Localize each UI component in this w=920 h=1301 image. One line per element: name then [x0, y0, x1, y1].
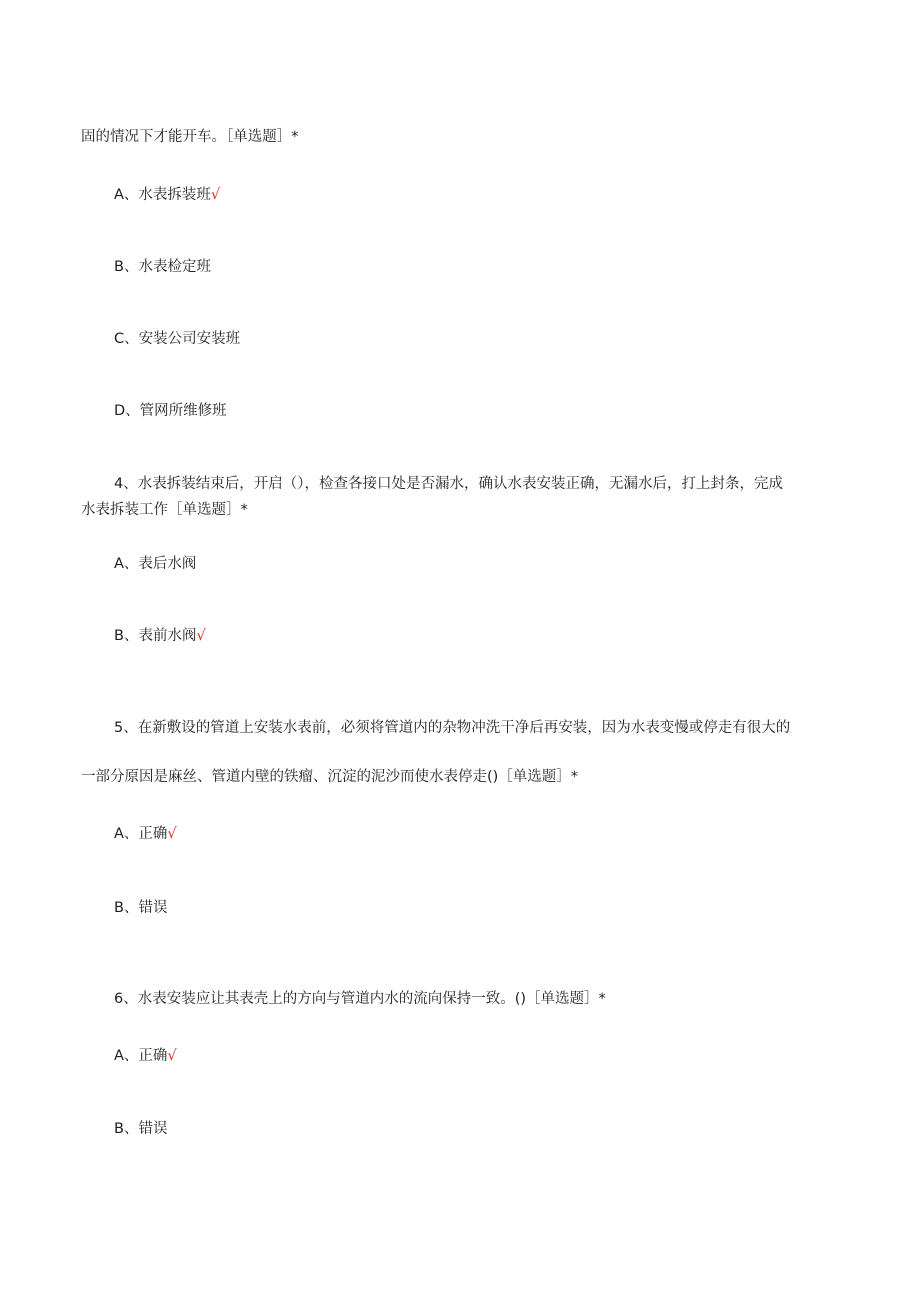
question-4-stem-line2: 水表拆装工作［单选题］*	[81, 502, 248, 518]
correct-check-icon: √	[167, 826, 177, 842]
option-label: C、安装公司安装班	[114, 331, 241, 347]
question-3-option-c[interactable]	[114, 329, 240, 349]
option-label: A、表后水阀	[114, 556, 197, 572]
option-label: D、管网所维修班	[114, 403, 227, 419]
question-3-option-a[interactable]	[114, 185, 220, 205]
option-label: A、水表拆装班	[114, 187, 211, 203]
question-5-stem-line1: 5、在新敷设的管道上安装水表前，必须将管道内的杂物冲洗干净后再安装，因为水表变慢或停走有很大的	[114, 720, 791, 736]
question-5-stem-line2: 一部分原因是麻丝、管道内壁的铁瘤、沉淀的泥沙而使水表停走()［单选题］*	[81, 769, 579, 785]
question-6-stem: 6、水表安装应让其表壳上的方向与管道内水的流向保持一致。()［单选题］*	[114, 991, 606, 1007]
question-6-option-a[interactable]	[114, 1046, 177, 1066]
option-label: B、表前水阀	[114, 628, 197, 644]
question-5-option-a[interactable]	[114, 824, 177, 844]
correct-check-icon: √	[196, 628, 206, 644]
option-label: B、水表检定班	[114, 259, 211, 275]
question-3-stem: 固的情况下才能开车。［单选题］*	[81, 129, 299, 145]
question-3-option-b[interactable]	[114, 257, 211, 277]
option-label: A、正确	[114, 826, 168, 842]
option-label: B、错误	[114, 900, 168, 916]
question-4-option-a[interactable]	[114, 554, 196, 574]
correct-check-icon: √	[210, 187, 221, 203]
question-4-option-b[interactable]	[114, 626, 206, 646]
question-3-option-d[interactable]	[114, 401, 227, 421]
question-6-option-b[interactable]	[114, 1119, 167, 1139]
question-5-option-b[interactable]	[114, 898, 167, 918]
option-label: B、错误	[114, 1121, 168, 1137]
correct-check-icon: √	[167, 1048, 177, 1064]
question-4-stem-line1: 4、水表拆装结束后，开启（），检查各接口处是否漏水，确认水表安装正确，无漏水后，打上封条，完成	[114, 476, 783, 492]
option-label: A、正确	[114, 1048, 168, 1064]
